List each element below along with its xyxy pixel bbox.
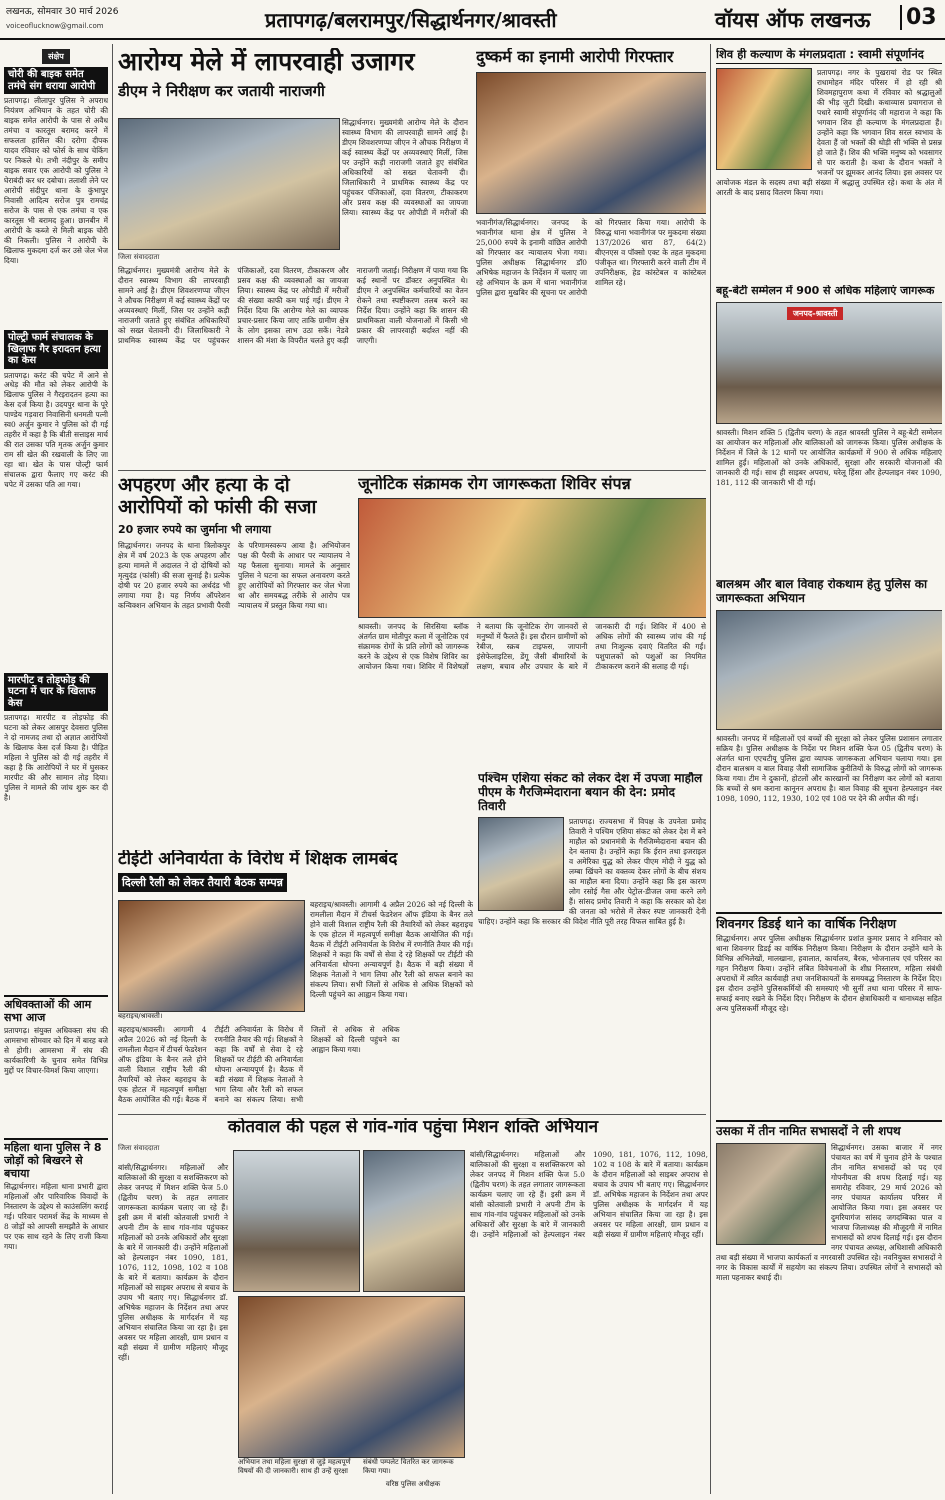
story-bahu [716, 285, 942, 570]
section-rule [118, 470, 706, 471]
story-headline: अपहरण और हत्या के दो आरोपियों को फांसी की सजा [118, 475, 317, 518]
story-photo [716, 1143, 826, 1245]
story-photo [238, 1296, 465, 1458]
story-byline: जिला संवाददाता [118, 253, 160, 261]
story-body-continued: बांसी/सिद्धार्थनगर। महिलाओं और बालिकाओं की सुरक्षा व सशक्तिकरण को लेकर जनपद में मिशन शक्ति फेज 5.0 (द्वितीय चरण) के तहत लगातार जागरूकता कार्यक्रम चलाए जा रहे हैं। इसी क्रम में बांसी कोतवाली प्रभारी ने अपनी टीम के साथ गांव-गांव पहुंचकर महिलाओं को उनके अधिकारों और सुरक्षा के बारे में जानकारी दी। उन्होंने महिलाओं को हेल्पलाइन नंबर 1090, 181, 1076, 112, 1098, 102 व 108 के बारे में बताया। कार्यक्रम के दौरान महिलाओं को साइबर अपराध से बचाव के उपाय भी बताए गए। सिद्धार्थनगर डॉ. अभिषेक महाजन के निर्देशन तथा अपर पुलिस अधीक्षक के मार्गदर्शन में यह अभियान संचालित किया जा रहा है। इस अवसर पर महिला आरक्षी, ग्राम प्रधान व बड़ी संख्या में ग्रामीण महिलाएं मौजूद रहीं। [470, 1150, 708, 1239]
story-byline: जिला संवाददाता [118, 1143, 160, 1152]
story-shivnagar [716, 912, 942, 1117]
story-subhead: दिल्ली रैली को लेकर तैयारी बैठक सम्पन्न [118, 873, 287, 892]
story-kotwali [118, 1118, 708, 1496]
newspaper-name: वॉयस ऑफ लखनऊ [715, 8, 871, 32]
story-shiv [716, 48, 942, 280]
brief-headline: पोल्ट्री फार्म संचालक के खिलाफ गैर इरादतन हत्या का केस [4, 330, 108, 369]
brief-body: प्रतापगढ़। मारपीट व तोड़फोड़ की घटना को लेकर आसपुर देवसरा पुलिस ने दो नामजद तथा दो अज्ञात आरोपियों के खिलाफ केस दर्ज किया है। पीड़ित महिला ने पुलिस को दी गई तहरीर में कहा है कि आरोपियों ने घर में घुसकर मारपीट की और सामान तोड़ दिया। पुलिस ने मामले की जांच शुरू कर दी है। [4, 713, 108, 802]
brief-body: प्रतापगढ़। करंट की चपेट में आने से अधेड़ की मौत को लेकर आरोपी के खिलाफ पुलिस ने गैरइरादतन हत्या का केस दर्ज किया है। उदयपुर थाना के पूरे पाण्डेय गड़वारा निवासिनी धनमती पत्नी स्व0 अर्जुन कुमार ने पुलिस को दी गई तहरीर में कहा है कि बीती सत्ताइस मार्च की रात उसका पति मृतक अर्जुन कुमार राम सी खेत की रखवाली के लिए जा रहा था। खेत के पास पोल्ट्री फार्म संचालक द्वारा फैलाए गए करंट की चपेट में उसका पति आ गया। [4, 370, 108, 490]
story-body: श्रावस्ती। जनपद के सिरसिया ब्लॉक अंतर्गत ग्राम मोतीपुर कला में जूनोटिक एवं संक्रामक रोगों के प्रति लोगों को जागरूक करने के उद्देश्य से एक विशेष शिविर का आयोजन किया गया। शिविर में विशेषज्ञों ने बताया कि जूनोटिक रोग जानवरों से मनुष्यों में फैलते हैं। इस दौरान ग्रामीणों को रेबीज, स्क्रब टाइफस, जापानी इंसेफेलाइटिस, डेंगू जैसी बीमारियों के लक्षण, बचाव और उपचार के बारे में जानकारी दी गई। शिविर में 400 से अधिक लोगों की स्वास्थ्य जांच की गई तथा निःशुल्क दवाएं वितरित की गईं। पशुपालकों को पशुओं का नियमित टीकाकरण कराने की सलाह दी गई। [358, 622, 706, 672]
story-body: श्रावस्ती। जनपद में महिलाओं एवं बच्चों की सुरक्षा को लेकर पुलिस प्रशासन लगातार सक्रिय है। पुलिस अधीक्षक के निर्देश पर मिशन शक्ति फेज 05 (द्वितीय चरण) के अंतर्गत थाना एएचटीयू पुलिस द्वारा व्यापक जागरूकता अभियान चलाया गया। इस दौरान बालश्रम व बाल विवाह जैसी सामाजिक कुरीतियों के विरुद्ध लोगों को जागरूक किया गया। टीम ने दुकानों, होटलों और कारखानों का निरीक्षण कर लोगों को बताया कि बच्चों से श्रम कराना कानूनन अपराध है। बाल विवाह की सूचना हेल्पलाइन नंबर 1098, 1090, 112, 1930, 102 एवं 108 पर देने की अपील की गई। [716, 733, 942, 803]
story-tet [118, 850, 473, 1112]
story-shapath [716, 1120, 942, 1495]
story-body: सिद्धार्थनगर। अपर पुलिस अधीक्षक सिद्धार्थनगर प्रशांत कुमार प्रसाद ने शनिवार को थाना शिवनगर डिडई का वार्षिक निरीक्षण किया। निरीक्षण के दौरान उन्होंने थाने के विभिन्न अभिलेखों, मालखाना, हवालात, कार्यालय, बैरक, भोजनालय एवं परिसर का गहन निरीक्षण किया। उन्होंने लंबित विवेचनाओं के शीघ्र निस्तारण, महिला संबंधी अपराधों में त्वरित कार्यवाही तथा जनशिकायतों के समयबद्ध निस्तारण के निर्देश दिए। इस दौरान उन्होंने पुलिसकर्मियों की समस्याएं भी सुनीं तथा थाना परिसर में साफ-सफाई बनाए रखने के निर्देश दिए। निरीक्षण के दौरान क्षेत्राधिकारी व थानाध्यक्ष सहित अन्य पुलिसकर्मी मौजूद रहे। [716, 934, 942, 1014]
story-photo [716, 302, 942, 424]
section-rule [118, 1114, 706, 1115]
story-headline: टीईटी अनिवार्यता के विरोध में शिक्षक लामबंद [118, 850, 398, 869]
story-body: भवानीगंज/सिद्धार्थनगर। जनपद के भवानीगंज थाना क्षेत्र में पुलिस ने 25,000 रुपये के इनामी वांछित आरोपी को गिरफ्तार कर न्यायालय भेजा गया। पुलिस अधीक्षक सिद्धार्थनगर डॉ0 अभिषेक महाजन के निर्देशन में चलाए जा रहे अभियान के क्रम में थाना भवानीगंज पुलिस द्वारा मुखबिर की सूचना पर आरोपी को गिरफ्तार किया गया। आरोपी के विरुद्ध थाना भवानीगंज पर मुकदमा संख्या 137/2026 धारा 87, 64(2) बीएनएस व पॉक्सो एक्ट के तहत मुकदमा पंजीकृत था। गिरफ्तारी करने वाली टीम में उपनिरीक्षक, हेड कांस्टेबल व कांस्टेबल शामिल रहे। [476, 218, 706, 298]
column-rule [112, 44, 113, 1494]
sidebar-briefs [4, 44, 108, 1494]
story-body-continued: सिद्धार्थनगर। मुख्यमंत्री आरोग्य मेले के दौरान स्वास्थ्य विभाग की लापरवाही सामने आई है। डीएम शिवशरणप्पा जीएन ने औचक निरीक्षण में कई स्वास्थ्य केंद्रों पर अव्यवस्थाएं मिलीं, जिस पर उन्होंने कड़ी नाराजगी जताते हुए संबंधित अधिकारियों को सख्त चेतावनी दी। जिलाधिकारी ने प्राथमिक स्वास्थ्य केंद्र पर पहुंचकर पंजिकाओं, दवा वितरण, टीकाकरण और प्रसव कक्ष की व्यवस्थाओं का जायजा लिया। स्वास्थ्य केंद्र पर ओपीडी में मरीजों की [342, 118, 468, 216]
edition-date: लखनऊ, सोमवार 30 मार्च 2026 [6, 7, 119, 17]
page-number: 03 [900, 5, 937, 30]
story-headline: बहू-बेटी सम्मेलन में 900 से अधिक महिलाएं जागरूक [716, 285, 935, 297]
story-photo [476, 72, 706, 214]
story-photo [358, 498, 706, 618]
story-bal [716, 578, 942, 908]
story-body: सिद्धार्थनगर। मुख्यमंत्री आरोग्य मेले के दौरान स्वास्थ्य विभाग की लापरवाही सामने आई है। डीएम शिवशरणप्पा जीएन ने औचक निरीक्षण में कई स्वास्थ्य केंद्रों पर अव्यवस्थाएं मिलीं, जिस पर उन्होंने कड़ी नाराजगी जताते हुए संबंधित अधिकारियों को सख्त चेतावनी दी। जिलाधिकारी ने प्राथमिक स्वास्थ्य केंद्र पर पहुंचकर पंजिकाओं, दवा वितरण, टीकाकरण और प्रसव कक्ष की व्यवस्थाओं का जायजा लिया। स्वास्थ्य केंद्र पर ओपीडी में मरीजों की संख्या काफी कम पाई गई। डीएम ने निर्देश दिया कि आरोग्य मेले का व्यापक प्रचार-प्रसार किया जाए ताकि ग्रामीण क्षेत्र के लोग इसका लाभ उठा सकें। नेडवे शासन की मंशा के विपरीत चलते हुए कड़ी नाराजगी जताई। निरीक्षण में पाया गया कि कई स्थानों पर डॉक्टर अनुपस्थित थे। डीएम ने अनुपस्थित कर्मचारियों का वेतन रोकने तथा स्पष्टीकरण तलब करने का निर्देश दिया। उन्होंने कहा कि शासन की प्राथमिकता वाली योजनाओं में किसी भी प्रकार की लापरवाही बर्दाश्त नहीं की जाएगी। [118, 266, 468, 345]
story-headline: दुष्कर्म का इनामी आरोपी गिरफ्तार [476, 48, 674, 66]
photo-caption: संबंधी पम्पलेट वितरित कर जागरूक किया गया। [363, 1458, 454, 1475]
brief-headline: चोरी की बाइक समेत तमंचे संग धराया आरोपी [4, 67, 108, 94]
section-label: संक्षेप [42, 49, 70, 64]
photo-caption: अभियान तथा महिला सुरक्षा से जुड़े महत्वपूर्ण विषयों की दी जानकारी। साथ ही उन्हें सुरक्षा [238, 1458, 351, 1475]
brief-body: प्रतापगढ़। संयुक्त अधिवक्ता संघ की आमसभा सोमवार को दिन में बारह बजे से होगी। आमसभा में संघ की कार्यकारिणी के चुनाव समेत विभिन्न मुद्दों पर विचार-विमर्श किया जाएगा। [4, 1026, 108, 1076]
story-body: सिद्धार्थनगर। उसका बाजार में नगर पंचायत का वर्ष में चुनाव होने के पश्चात तीन नामित सभासदों को पद एवं गोपनीयता की शपथ दिलाई गई। यह समारोह रविवार, 29 मार्च 2026 को नगर पंचायत कार्यालय परिसर में आयोजित किया गया। इस अवसर पर दुमरियागंज सांसद जगदम्बिका पाल व भाजपा जिलाध्यक्ष की मौजूदगी में नामित सभासदों को शपथ दिलाई गई। इस दौरान नगर पंचायत अध्यक्ष, अधिशासी अधिकारी तथा बड़ी संख्या में भाजपा कार्यकर्ता व नगरवासी उपस्थित रहे। नवनियुक्त सभासदों ने नगर के विकास कार्यों में सहयोग का संकल्प लिया। उपस्थित लोगों ने सभासदों को माला पहनाकर बधाई दी। [716, 1142, 942, 1282]
story-headline: उसका में तीन नामित सभासदों ने ली शपथ [716, 1120, 942, 1139]
story-body: प्रतापगढ़। नगर के पुखरायां रोड पर स्थित राधामोहन मंदिर परिसर में हो रही श्री शिवमहापुराण कथा में रविवार को श्रद्धालुओं की भीड़ जुटी दिखी। कथाव्यास प्रयागराज से पधारे स्वामी संपूर्णानंद जी महाराज ने कहा कि भगवान शिव ही कल्याण के मंगलप्रदाता हैं। उन्होंने कहा कि भगवान शिव सरल स्वभाव के देवता हैं जो भक्तों की थोड़ी सी भक्ति से प्रसन्न हो जाते हैं। शिव की भक्ति मनुष्य को भवसागर से पार कराती है। कथा के दौरान भक्तों ने भजनों पर झूमकर आनंद लिया। इस अवसर पर आयोजक मंडल के सदस्य तथा बड़ी संख्या में श्रद्धालु उपस्थित रहे। कथा के अंत में आरती के बाद प्रसाद वितरण किया गया। [716, 68, 942, 198]
brief-headline: मारपीट व तोड़फोड़ की घटना में चार के खिलाफ केस [4, 673, 108, 712]
story-photo [118, 118, 340, 250]
story-apaharan [118, 475, 350, 847]
story-body: सिद्धार्थनगर। जनपद के थाना त्रिलोकपुर क्षेत्र में वर्ष 2023 के एक अपहरण और हत्या मामले में अदालत ने दो दोषियों को मृत्युदंड (फांसी) की सजा सुनाई है। प्रत्येक दोषी पर 20 हजार रुपये का अर्थदंड भी लगाया गया है। यह निर्णय ऑपरेशन कन्विक्शन अभियान के तहत प्रभावी पैरवी के परिणामस्वरूप आया है। अभियोजन पक्ष की पैरवी के आधार पर न्यायालय ने यह फैसला सुनाया। मामले के अनुसार पुलिस ने घटना का सफल अनावरण करते हुए आरोपियों को गिरफ्तार कर जेल भेजा था और समयबद्ध तरीके से आरोप पत्र न्यायालय में प्रस्तुत किया गया था। [118, 540, 350, 610]
photo-banner: जनपद-श्रावस्ती [787, 307, 843, 320]
story-photo [118, 900, 305, 1012]
story-subhead: डीएम ने निरीक्षण कर जतायी नाराजगी [118, 81, 325, 100]
story-headline: शिव ही कल्याण के मंगलप्रदाता : स्वामी संपूर्णानंद [716, 48, 942, 64]
story-photo [363, 1150, 465, 1292]
story-photo [716, 68, 812, 170]
photo-caption: बहराइच/श्रावस्ती। [118, 1012, 163, 1020]
story-arogya [118, 48, 468, 468]
photo-caption: वरिष्ठ पुलिस अधीक्षक [385, 1480, 441, 1488]
edition-email: voiceoflucknow@gmail.com [6, 22, 104, 30]
story-body: श्रावस्ती। मिशन शक्ति 5 (द्वितीय चरण) के तहत श्रावस्ती पुलिस ने बहू-बेटी सम्मेलन का आयोजन कर महिलाओं और बालिकाओं को जागरूक किया। पुलिस अधीक्षक के निर्देशन में जिले के 12 थानों पर आयोजित कार्यक्रमों में 900 से अधिक महिलाएं शामिल हुईं। महिलाओं को उनके अधिकारों, सुरक्षा और सरकारी योजनाओं की जानकारी दी गई। साथ ही साइबर अपराध, घरेलू हिंसा और हेल्पलाइन नंबर 1090, 181, 112 की जानकारी भी दी गई। [716, 427, 942, 487]
story-headline: जूनोटिक संक्रामक रोग जागरूकता शिविर संपन्न [358, 475, 631, 493]
story-photo [478, 817, 564, 911]
story-headline: बालश्रम और बाल विवाह रोकथाम हेतु पुलिस का जागरूकता अभियान [716, 578, 928, 605]
region-title: प्रतापगढ़/बलरामपुर/सिद्धार्थनगर/श्रावस्ती [265, 8, 557, 32]
story-pashchim [478, 772, 706, 1112]
story-headline: पश्चिम एशिया संकट को लेकर देश में उपजा माहौल पीएम के गैरजिम्मेदाराना बयान की देन: प्रमोद तिवारी [478, 772, 703, 813]
story-photo [233, 1150, 360, 1292]
story-headline: शिवनगर डिडई थाने का वार्षिक निरीक्षण [716, 912, 942, 931]
story-photo [716, 610, 942, 730]
brief-headline: अधिवक्ताओं की आम सभा आज [4, 995, 108, 1024]
masthead [0, 0, 945, 40]
story-body: बहराइच/श्रावस्ती। आगामी 4 अप्रैल 2026 को नई दिल्ली के रामलीला मैदान में टीचर्स फेडरेशन ऑफ इंडिया के बैनर तले होने वाली विशाल राष्ट्रीय रैली की तैयारियों को लेकर बहराइच के एक होटल में महत्वपूर्ण समीक्षा बैठक आयोजित की गई। बैठक में टीईटी अनिवार्यता के विरोध में रणनीति तैयार की गई। शिक्षकों ने कहा कि वर्षों से सेवा दे रहे शिक्षकों पर टीईटी की अनिवार्यता थोपना अन्यायपूर्ण है। बैठक में बड़ी संख्या में शिक्षक नेताओं ने भाग लिया और रैली को सफल बनाने का संकल्प लिया। सभी जिलों से अधिक से अधिक शिक्षकों को दिल्ली पहुंचने का आह्वान किया गया। [310, 900, 473, 999]
story-zoonotic [358, 475, 706, 765]
story-dushkarm [476, 48, 706, 458]
story-headline: आरोग्य मेले में लापरवाही उजागर [118, 48, 415, 76]
column-rule [710, 44, 711, 1494]
story-headline: कोतवाल की पहल से गांव-गांव पहुंचा मिशन शक्ति अभियान [227, 1118, 599, 1137]
story-subhead: 20 हजार रुपये का जुर्माना भी लगाया [118, 522, 271, 536]
brief-headline: महिला थाना पुलिस ने 8 जोड़ों को बिखरने से बचाया [4, 1138, 108, 1180]
story-body: प्रतापगढ़। राज्यसभा में विपक्ष के उपनेता प्रमोद तिवारी ने पश्चिम एशिया संकट को लेकर देश में बने माहौल को प्रधानमंत्री के गैरजिम्मेदाराना बयान की देन बताया है। उन्होंने कहा कि ईरान तथा इजराइल व अमेरिका युद्ध को लेकर पीएम मोदी ने युद्ध को लम्बा खिंचने का वक्तव्य देकर लोगों के बीच संशय का माहौल बना दिया। उन्होंने कहा कि इस कारण लोग रसोई गैस और पेट्रोल-डीजल जमा करने लगे हैं। सांसद प्रमोद तिवारी ने कहा कि सरकार को देश की जनता को भरोसे में लेकर स्पष्ट जानकारी देनी चाहिए। उन्होंने कहा कि सरकार की विदेश नीति पूरी तरह विफल साबित हुई है। [478, 817, 706, 927]
brief-body: प्रतापगढ़। लीलापुर पुलिस ने अपराध नियंत्रण अभियान के तहत चोरी की बाइक समेत आरोपी के पास से अवैध तमंचा व कारतूस बरामद करने में सफलता हासिल की। दरोगा दीपक यादव रविवार को फोर्स के साथ चेकिंग पर निकले थे। तभी नंदीपुर के समीप बाइक सवार एक आरोपी को पुलिस ने घेराबंदी कर धर दबोचा। तलाशी लेने पर आरोपी संदीपुर थाना के कुंभापुर निवासी आदित्य सरोज पुत्र रामचंद्र सरोज के पास से एक तमंचा व एक कारतूस भी बरामद हुआ। छानबीन में आरोपी के कब्जे से मिली बाइक चोरी की निकली। पुलिस ने आरोपी के खिलाफ मुकदमा दर्ज कर उसे जेल भेज दिया। [4, 96, 108, 265]
story-body-continued: बहराइच/श्रावस्ती। आगामी 4 अप्रैल 2026 को नई दिल्ली के रामलीला मैदान में टीचर्स फेडरेशन ऑफ इंडिया के बैनर तले होने वाली विशाल राष्ट्रीय रैली की तैयारियों को लेकर बहराइच के एक होटल में महत्वपूर्ण समीक्षा बैठक आयोजित की गई। बैठक में टीईटी अनिवार्यता के विरोध में रणनीति तैयार की गई। शिक्षकों ने कहा कि वर्षों से सेवा दे रहे शिक्षकों पर टीईटी की अनिवार्यता थोपना अन्यायपूर्ण है। बैठक में बड़ी संख्या में शिक्षक नेताओं ने भाग लिया और रैली को सफल बनाने का संकल्प लिया। सभी जिलों से अधिक से अधिक शिक्षकों को दिल्ली पहुंचने का आह्वान किया गया। [118, 1025, 400, 1104]
story-body: बांसी/सिद्धार्थनगर। महिलाओं और बालिकाओं की सुरक्षा व सशक्तिकरण को लेकर जनपद में मिशन शक्ति फेज 5.0 (द्वितीय चरण) के तहत लगातार जागरूकता कार्यक्रम चलाए जा रहे हैं। इसी क्रम में बांसी कोतवाली प्रभारी ने अपनी टीम के साथ गांव-गांव पहुंचकर महिलाओं को उनके अधिकारों और सुरक्षा के बारे में जानकारी दी। उन्होंने महिलाओं को हेल्पलाइन नंबर 1090, 181, 1076, 112, 1098, 102 व 108 के बारे में बताया। कार्यक्रम के दौरान महिलाओं को साइबर अपराध से बचाव के उपाय भी बताए गए। सिद्धार्थनगर डॉ. अभिषेक महाजन के निर्देशन तथा अपर पुलिस अधीक्षक के मार्गदर्शन में यह अभियान संचालित किया जा रहा है। इस अवसर पर महिला आरक्षी, ग्राम प्रधान व बड़ी संख्या में ग्रामीण महिलाएं मौजूद रहीं। [118, 1163, 228, 1362]
brief-body: सिद्धार्थनगर। महिला थाना प्रभारी द्वारा महिलाओं और पारिवारिक विवादों के निस्तारण के उद्देश्य से काउंसलिंग कराई गई। परिवार परामर्श केंद्र के माध्यम से 8 जोड़ों को आपसी समझौते के आधार पर एक साथ रहने के लिए राजी किया गया। [4, 1182, 108, 1252]
